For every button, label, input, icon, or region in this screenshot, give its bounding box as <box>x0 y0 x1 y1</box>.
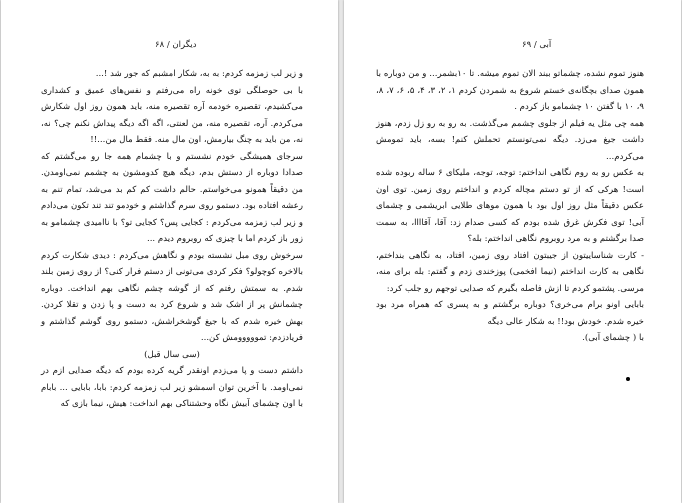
paragraph: به عکس رو به روم نگاهی انداختم: توجه، توجه، ملیکای ۶ ساله ربوده شده است! هرکی که از تو دستم مچاله کردم و انداختم روی زمین. توی اون عکس دقیقاً مثل روز اول بود با همون موهای طلایی ابریشمی و چشمای آبی! توی فکرش غرق شده بودم که کسی صدام زد: آقا، آقاااا، به سمت صدا برگشتم و به مرد روبروم نگاهی انداختم: بله؟ <box>376 168 645 244</box>
paragraph: سرجای همیشگی خودم نشستم و با چشمام همه جا رو می‌گشتم که صدادا دوباره از دستش بدم، دیگه هیچ کدومشون به چشمم نمی‌اومدن. من دقیقاً همونو می‌خواستم. حالم داشت کم کم بد می‌شد، تمام تنم به رعشه افتاده بود. دستمو روی سرم گذاشتم و خودمو تند تند تکون می‌دادم و زیر لب زمزمه می‌کردم : کجایی پس؟ کجایی تو؟ با ناامیدی چشمامو به زور باز کردم اما با چیزی که روبروم دیدم ... <box>41 151 303 244</box>
bullet-icon <box>626 377 630 381</box>
paragraph: هنوز تموم نشده، چشماتو ببند الان تموم میشه. تا ۱۰بشمر... و من دوباره با همون صدای بچگانه‌ی خستم شروع به شمردن کردم ۱، ۲، ۳، ۴، ۵، ۶، ۷، ۸، ۹، ۱۰ با گفتن ۱۰ چشمامو باز کردم . <box>376 69 645 112</box>
paragraph: و زیر لب زمزمه کردم: به به، شکار امشبم که جور شد !... <box>95 69 303 79</box>
paragraph: بابایی اونو برام می‌خری؟ دوباره برگشتم و به پسری که همراه مرد بود خیره شدم. خودش بود!! به شکار عالی دیگه <box>376 300 644 327</box>
paragraph: سرخوش روی مبل نشسته بودم و نگاهش می‌کردم : دیدی شکارت کردم بالاخره کوچولو؟ فکر کردی می‌تونی از دستم فرار کنی؟ از روی زمین بلند شدم. به سمتش رفتم که از گوشه چشم نگاهی بهم انداخت. دوباره چشمانش پر از اشک شد و شروع کرد به دست و پا زدن و تقلا کردن. بهش خیره شدم که با جیغ گوشخراشش، دستمو روی گوشم گذاشتم و فریادزدم: تمووووومش کن... <box>41 250 303 343</box>
right-page <box>344 0 681 503</box>
left-page <box>1 0 338 503</box>
right-page-body <box>376 66 644 347</box>
right-page-header: آبی / ۶۹ <box>522 40 552 50</box>
section-heading: (سی سال قبل) <box>144 349 200 360</box>
paragraph: با ( چشمای آبی). <box>582 333 644 343</box>
left-page-body <box>41 66 303 413</box>
paragraph: - کارت شناساییتون از جیبتون افتاد روی زمین، افتاد، به نگاهی بنداختم، نگاهی به کارت انداختم (نیما افخمی) پوزخندی زدم و گفتم: بله برای منه، مرسی. پشتمو کردم تا ازش فاصله بگیرم که صدایی توجهم رو جلب کرد: <box>376 250 644 294</box>
paragraph: با بی حوصلگی توی خونه راه می‌رفتم و نفس‌های عمیق و کشداری می‌کشیدم، تقصیره خودمه آره تقصیره منه، باید همون روز اول شکارش می‌کردم. آره، تقصیره منه، من لعنتی، اگه اگه دیگه پیداش نکنم چی؟ نه، نه، من باید به چنگ بیارمش، اون مال منه. فقط مال من...!! <box>41 85 303 145</box>
paragraph: همه چی مثل یه فیلم از جلوی چشمم می‌گذشت. به رو به رو زل زدم، هنوز داشت جیغ می‌زد. دیگه نمی‌تونستم تحملش کنم! بسه، باید تمومش می‌کردم... <box>376 118 644 162</box>
left-page-header: ۶۸ / دیگران <box>155 40 197 50</box>
paragraph: داشتم دست و پا می‌زدم اونقدر گریه کرده بودم که دیگه صدایی ازم در نمی‌اومد. با آخرین توان اسمشو زیر لب زمزمه کردم: بابا، بابایی ... بابام با اون چشمای آبیش نگاه وحشتناکی بهم انداخت: هیش، نیما بازی که <box>41 366 303 409</box>
